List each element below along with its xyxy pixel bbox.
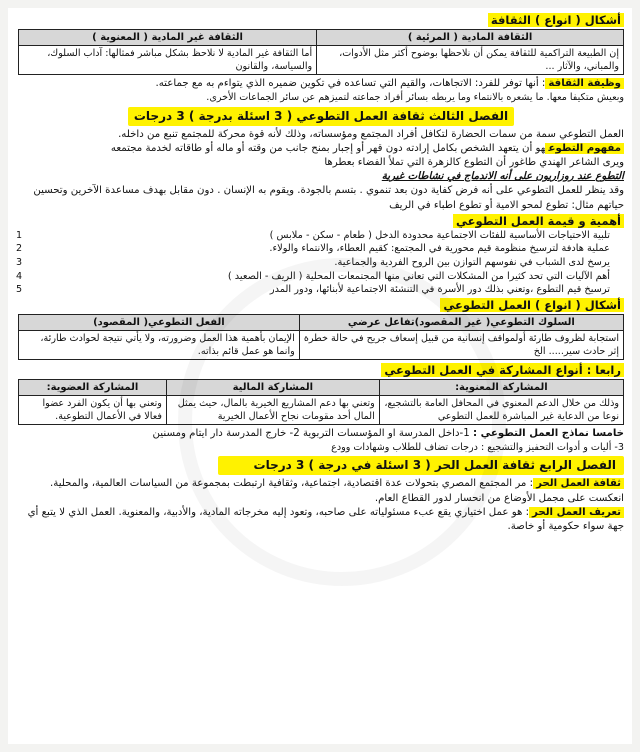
cell-nonmaterial: أما الثقافة غير المادية لا نلاحظ بشكل مباشر فمثالها: آداب السلوك، والسياسة، والقانون xyxy=(19,46,317,75)
importance-heading: أهمية و قيمة العمل التطوعي xyxy=(18,213,624,229)
poet-sub: التطوع عند روزاريون على أنه الاندماج في نشاطات غيرية xyxy=(381,171,624,183)
document-page xyxy=(8,8,632,744)
models-line2: 3- أليات و أدوات التحفيز والتشجيع : درجات تضاف للطلاب وشهادات وودع xyxy=(331,442,624,453)
part-col2-header: المشاركة المالية xyxy=(166,379,379,395)
models-line: خامسا نماذج العمل التطوعي : 1-داخل المدرسة او المؤسسات التربوية 2- خارج المدرسة دار ايتام ومسنين xyxy=(152,427,624,439)
free-work-culture: ثقافة العمل الحر: مر المجتمع المصري بتحولات عدة اقتصادية، اجتماعية، وثقافية ارتبطت بمجموعة من السياسات العالمية، والمحلية. انعكست على مجمل الأوضاع من انحسار لدور القطاع العام. xyxy=(50,478,624,504)
participation-heading: رابعا : أنواع المشاركة في العمل التطوعي xyxy=(18,362,624,378)
importance-list xyxy=(18,229,624,297)
part-col3-header: المشاركة العضوية: xyxy=(19,379,167,395)
poet-line: ويرى الشاعر الهندي طاغور أن التطوع كالزهرة التي تملأ الفضاء بعطرها xyxy=(324,157,624,169)
list-item: 1 تلبية الاحتياجات الأساسية للفئات الاجتماعية محدودة الدخل ( طعام - سكن - ملابس ) xyxy=(16,229,610,241)
forms-col1-header: السلوك التطوعي( غير المقصود)تفاعل عرضي xyxy=(299,314,623,330)
list-item: 5 ترسيخ قيم التطوع ،وتعني بذلك دور الأسرة في التنشئة الاجتماعية لأبنائها، ودور المدر xyxy=(16,284,610,296)
chapter3-intro: العمل التطوعي سمة من سمات الحضارة لتكافل أفراد المجتمع ومؤسساته، وذلك لأنه قوة محركة للمجتمع تنبع من داخله. xyxy=(118,128,624,140)
list-item: 3 يرسخ لدى الشباب في نفوسهم التوازن بين الروح الفردية والجماعية. xyxy=(16,257,610,269)
chapter3-title: الفصل الثالث ثقافة العمل التطوعي ( 3 اسئلة بدرجة ) 3 درجات xyxy=(128,107,514,126)
forms-volunteer-table xyxy=(18,314,624,360)
forms-volunteer-heading: أشكال ( انواع ) العمل التطوعي xyxy=(18,297,624,313)
forms-cell2: الإيمان بأهمية هذا العمل وضرورته، ولا يأتي نتيجة لحوادث طارئة، وانما هو عمل قائم بذاته. xyxy=(19,330,300,359)
forms-culture-table xyxy=(18,29,624,75)
participation-table xyxy=(18,379,624,425)
list-item: 4 أهم الآليات التي تحد كثيرا من المشكلات التي تعاني منها المجتمعات المحلية ( الريف - الصعيد ) xyxy=(16,270,610,282)
col-material-header: الثقافة المادية ( المرئية ) xyxy=(317,30,624,46)
law-text: وقد ينظر للعمل التطوعي على أنه فرض كفاية دون بعد تنموي . بتسم بالجودة. ويقوم به الإنسان . دون مقابل بهدف مساعدة الآخرين وتحسين حياتهم مثال: تطوع لمحو الامية أو تطوع اطباء في الريف xyxy=(33,185,624,211)
part-col1-header: المشاركة المعنوية: xyxy=(379,379,623,395)
part-cell1: وذلك من خلال الدعم المعنوي في المحافل العامة بالتشجيع، نوعا من الدعاية غير المباشرة للعمل التطوعي xyxy=(379,395,623,424)
free-work-definition: تعريف العمل الحر: هو عمل اختياري يقع عبء مسئولياته على صاحبه، وتعود إليه مخرجاته المادية، والأدبية، والمعنوية. العمل الذي لا يتبع أي جهة سواء حكومية أو خاصة. xyxy=(27,506,624,533)
culture-function: وظيفة الثقافة: أنها توفر للفرد: الاتجاهات، والقيم التي تساعده في تكوين ضميره الذي يتواءم به مع جماعته. xyxy=(18,77,624,91)
cell-material: إن الطبيعة التراكمية للثقافة يمكن أن نلاحظها بوضوح أكثر مثل الأدوات، والمباني، والآثار ... xyxy=(317,46,624,75)
col-nonmaterial-header: الثقافة غير المادية ( المعنوية ) xyxy=(19,30,317,46)
culture-function-cont: وبعيش متكيفا معها. ما يشعره بالانتماء وما يربطه بسائر أفراد جماعته لتميزهم عن سائر الجماعات الأخرى. xyxy=(206,92,624,104)
volunteer-concept: مفهوم التطوعهو أن يتعهد الشخص بكامل إرادته دون قهر أو إجبار بمنح جانب من وقته أو ماله أو طاقاته لخدمة مجتمعه xyxy=(18,142,624,156)
forms-culture-heading: أشكال ( انواع ) الثقافة xyxy=(18,12,624,28)
part-cell2: وتعني بها دعم المشاريع الخيرية بالمال، حيث يمثل المال أحد مقومات نجاح الأعمال الخيرية xyxy=(166,395,379,424)
forms-col2-header: الفعل التطوعي( المقصود) xyxy=(19,314,300,330)
forms-cell1: استجابة لظروف طارئة أولمواقف إنسانية من قبيل إسعاف جريح في حالة خطرة إثر حادث سير..... الخ xyxy=(299,330,623,359)
part-cell3: وتعني بها أن يكون الفرد عضوا فعالا في الأعمال التطوعية. xyxy=(19,395,167,424)
chapter4-title: الفصل الرابع ثقافة العمل الحر ( 3 اسئلة في درجة ) 3 درجات xyxy=(218,456,624,475)
list-item: 2 عملية هادفة لترسيخ منظومة قيم محورية في المجتمع: كقيم العطاء، والانتماء والولاء. xyxy=(16,243,610,255)
